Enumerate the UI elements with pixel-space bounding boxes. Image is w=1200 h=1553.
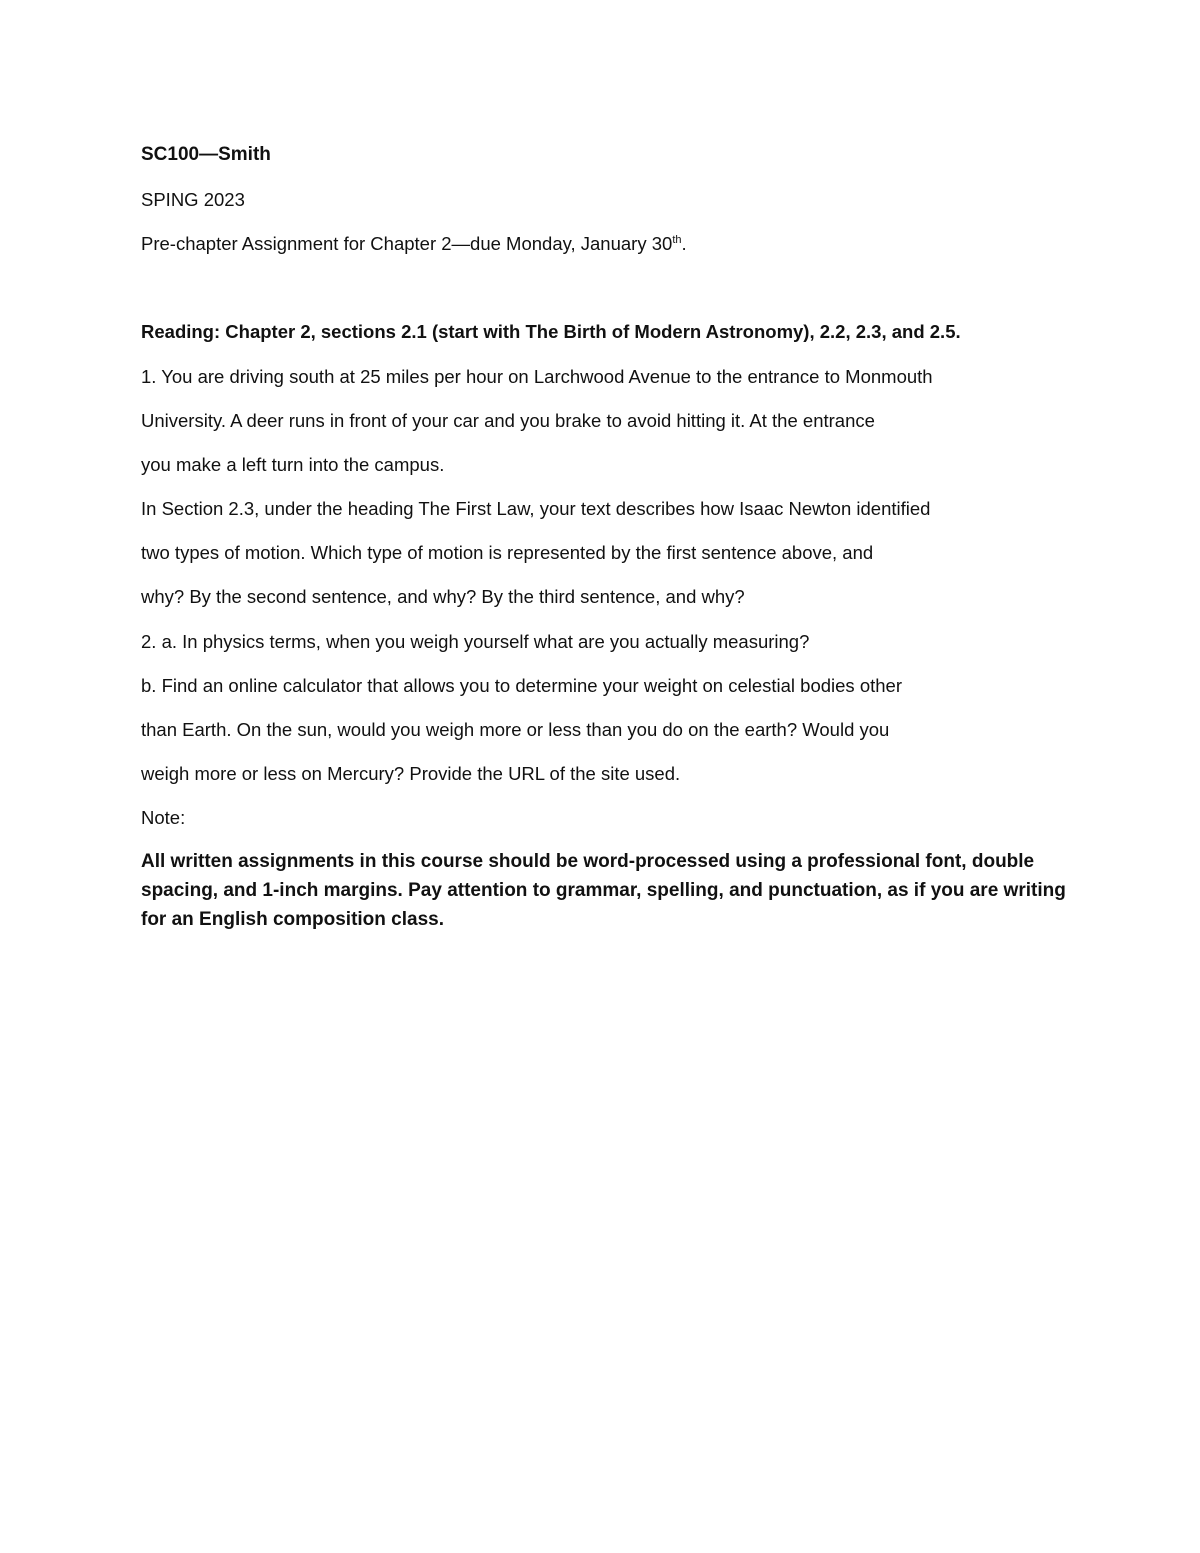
question2-line: weigh more or less on Mercury? Provide the URL of the site used.	[141, 763, 681, 784]
assignment-due-text: Pre-chapter Assignment for Chapter 2—due Monday, January 30	[141, 233, 673, 254]
question2-line: 2. a. In physics terms, when you weigh yourself what are you actually measuring?	[141, 631, 810, 652]
assignment-due-period: .	[681, 233, 687, 254]
question1-line: 1. You are driving south at 25 miles per hour on Larchwood Avenue to the entrance to Monmouth	[141, 366, 933, 387]
course-title: SC100—Smith	[141, 144, 271, 165]
question2-line: than Earth. On the sun, would you weigh more or less than you do on the earth? Would you	[141, 719, 890, 740]
question1-line: two types of motion. Which type of motion is represented by the first sentence above, and	[141, 542, 874, 563]
term-label: SPING 2023	[141, 189, 245, 210]
question2-line: b. Find an online calculator that allows you to determine your weight on celestial bodies other	[141, 675, 902, 696]
assignment-due-line	[141, 232, 687, 256]
question1-line: In Section 2.3, under the heading The First Law, your text describes how Isaac Newton identified	[141, 498, 931, 519]
note-label: Note:	[141, 807, 186, 828]
question1-line: why? By the second sentence, and why? By the third sentence, and why?	[141, 586, 745, 607]
reading-instruction: Reading: Chapter 2, sections 2.1 (start with The Birth of Modern Astronomy), 2.2, 2.3, and 2.5.	[141, 321, 961, 342]
note-text: All written assignments in this course should be word-processed using a professional font, double spacing, and 1-inch margins. Pay attention to grammar, spelling, and punctuation, as if you are writing for an English composition class.	[141, 851, 1066, 930]
question1-line: you make a left turn into the campus.	[141, 454, 445, 475]
ordinal-suffix: th	[672, 234, 682, 246]
question1-line: University. A deer runs in front of your car and you brake to avoid hitting it. At the entrance	[141, 410, 875, 431]
